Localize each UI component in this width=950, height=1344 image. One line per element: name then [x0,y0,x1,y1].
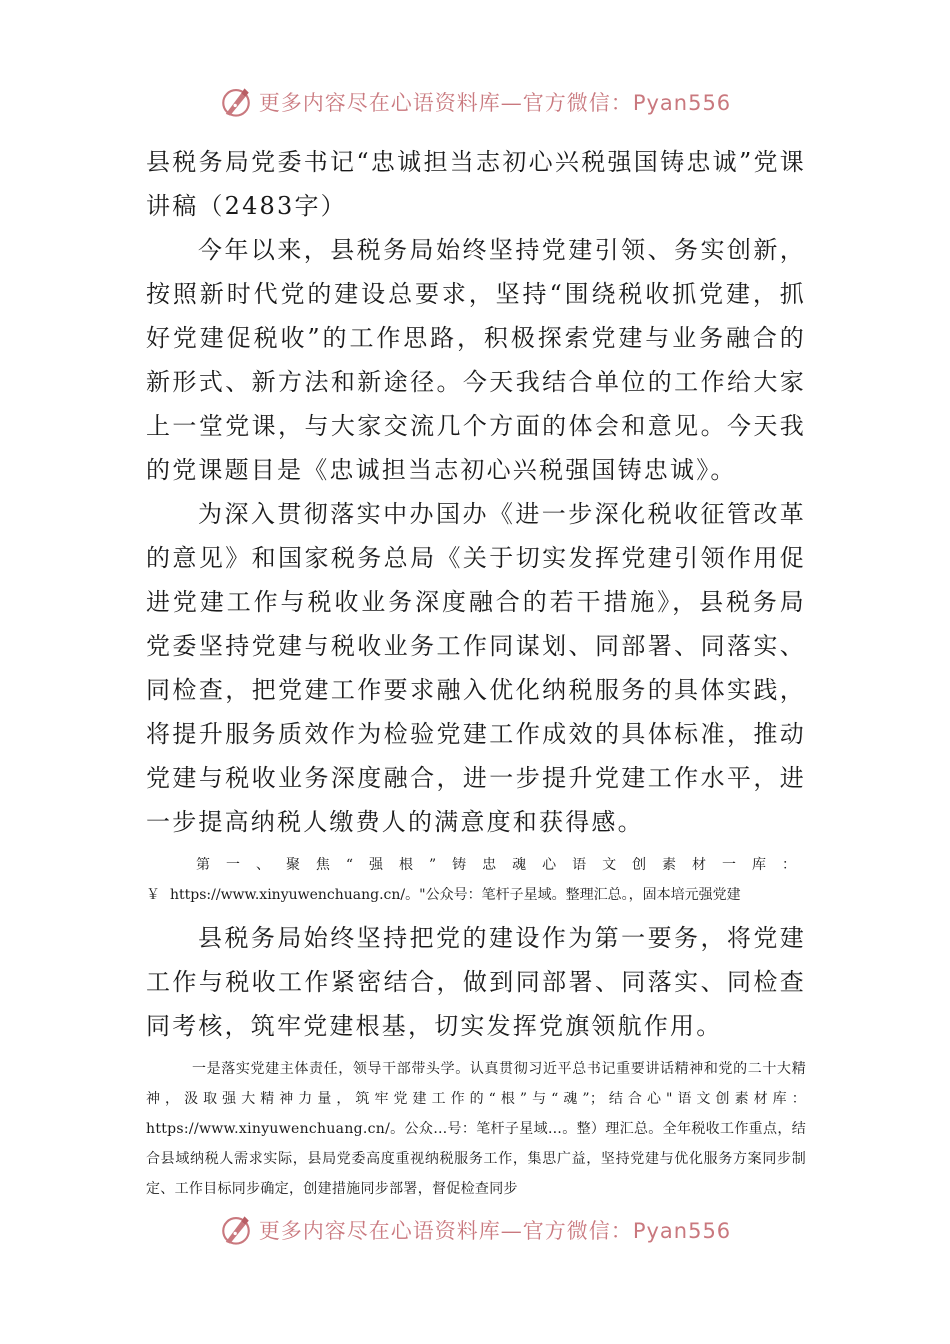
wechat-id: Pyan556 [632,1219,732,1243]
pen-nib-logo-icon [219,85,253,119]
footer-banner [0,1210,950,1250]
document-body [146,140,806,1204]
detail-paragraph: 一是落实党建主体责任，领导干部带头学。认真贯彻习近平总书记重要讲话精神和党的二十大精神，汲取强大精神力量，筑牢党建工作的“根”与“魂”；结合心"语文创素材库：https://www.xinyuwenchuang.cn/。公众…号：笔杆子星域…。整）理汇总。全年税收工作重点，结合县域纳税人需求实际，县局党委高度重视纳税服务工作，集思广益，坚持党建与优化服务方案同步制定、工作目标同步确定，创建措施同步部署，督促检查同步 [146,1061,806,1197]
header-banner [0,82,950,122]
section-heading: 第一、聚焦“强根”铸忠魂心语文创素材一库：￥https://www.xinyuwenchuang.cn/。"公众号：笔杆子星域。整理汇总。，固本培元强党建 [146,857,806,903]
banner-text: 更多内容尽在心语资料库—官方微信：Pyan556 [258,1219,732,1243]
document-title: 县税务局党委书记“忠诚担当志初心兴税强国铸忠诚”党课讲稿（2483字） [146,148,806,220]
paragraph-policy: 为深入贯彻落实中办国办《进一步深化税收征管改革的意见》和国家税务总局《关于切实发挥党建引领作用促进党建工作与税收业务深度融合的若干措施》，县税务局党委坚持党建与税收业务工作同谋划、同部署、同落实、同检查，把党建工作要求融入优化纳税服务的具体实践，将提升服务质效作为检验党建工作成效的具体标准，推动党建与税收业务深度融合，进一步提升党建工作水平，进一步提高纳税人缴费人的满意度和获得感。 [146,500,806,836]
section-paragraph: 县税务局始终坚持把党的建设作为第一要务，将党建工作与税收工作紧密结合，做到同部署、同落实、同检查同考核，筑牢党建根基，切实发挥党旗领航作用。 [146,924,806,1040]
pen-nib-logo-icon [219,1213,253,1247]
banner-text: 更多内容尽在心语资料库—官方微信：Pyan556 [258,91,732,115]
paragraph-intro: 今年以来，县税务局始终坚持党建引领、务实创新，按照新时代党的建设总要求，坚持“围绕税收抓党建，抓好党建促税收”的工作思路，积极探索党建与业务融合的新形式、新方法和新途径。今天我结合单位的工作给大家上一堂党课，与大家交流几个方面的体会和意见。今天我的党课题目是《忠诚担当志初心兴税强国铸忠诚》。 [146,236,806,484]
wechat-id: Pyan556 [632,91,732,115]
